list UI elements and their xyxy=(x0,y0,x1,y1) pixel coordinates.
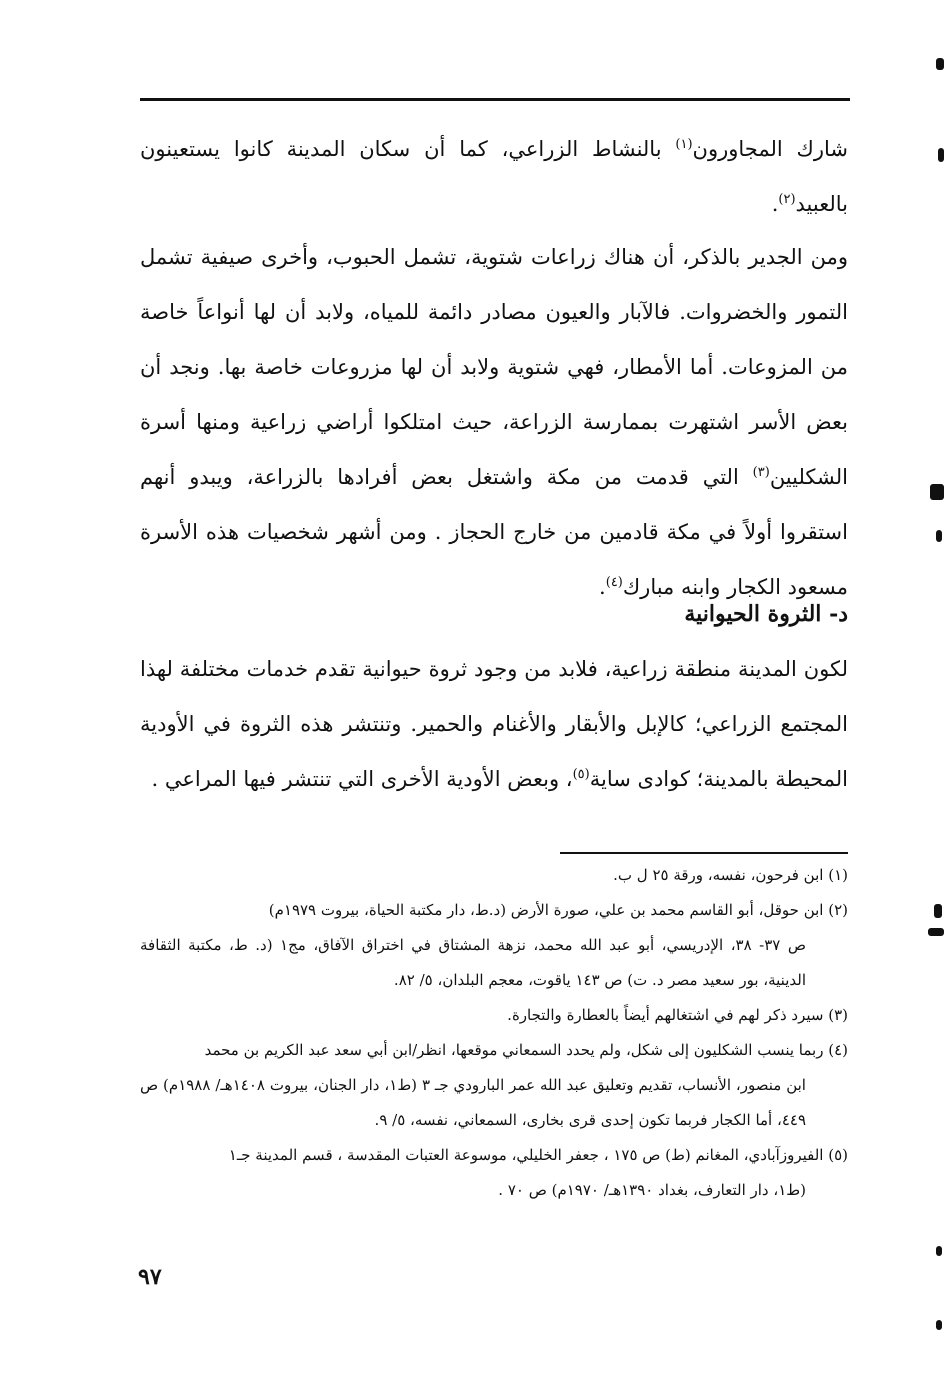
footnote-ref-5: (٥) xyxy=(572,767,590,782)
scan-mark xyxy=(928,928,944,936)
scan-mark xyxy=(930,484,944,500)
paragraph-text: التي قدمت من مكة واشتغل بعض أفرادها بالزراعة، ويبدو أنهم استقروا أولاً في مكة قادمين من خارج الحجاز . ومن أشهر شخصيات هذه الأسرة مسعود الكجار وابنه مبارك xyxy=(140,465,848,599)
footnote-3: (٣) سيرد ذكر لهم في اشتغالهم أيضاً بالعطارة والتجارة. xyxy=(507,1006,848,1024)
footnote-2-continued: ص ٣٧- ٣٨، الإدريسي، أبو عبد الله محمد، نزهة المشتاق في اختراق الآفاق، مج١ (د. ط، مكتبة الثقافة الدينية، بور سعيد مصر د. ت) ص ١٤٣ ياقوت، معجم البلدان، ٥/ ٨٢. xyxy=(140,936,807,989)
paragraph-shared-farming xyxy=(140,122,848,232)
scan-mark xyxy=(936,58,944,70)
page-number: ٩٧ xyxy=(138,1264,162,1290)
footnote-5: (٥) الفيروزآبادي، المغانم (ط) ص ١٧٥ ، جعفر الخليلي، موسوعة العتبات المقدسة ، قسم المدينة جـ١ xyxy=(228,1146,848,1164)
scan-mark xyxy=(938,148,944,162)
scan-mark xyxy=(936,1320,942,1330)
footnote-5-continued: (ط١، دار التعارف، بغداد ١٣٩٠هـ/ ١٩٧٠م) ص ٧٠ . xyxy=(498,1181,806,1199)
footnote-ref-3: (٣) xyxy=(752,465,770,480)
paragraph-text: بالنشاط الزراعي، كما أن سكان المدينة كانوا يستعينون بالعبيد xyxy=(140,137,848,216)
paragraph-text: شارك المجاورون xyxy=(692,137,848,161)
footnote-1: (١) ابن فرحون، نفسه، ورقة ٢٥ ل ب. xyxy=(613,866,848,884)
paragraph-crops xyxy=(140,230,848,615)
paragraph-text: . xyxy=(599,575,606,599)
header-rule xyxy=(140,98,850,101)
paragraph-text: لكون المدينة منطقة زراعية، فلابد من وجود ثروة حيوانية تقدم خدمات مختلفة لهذا المجتمع الزراعي؛ كالإبل والأبقار والأغنام والحمير. وتنتشر هذه الثروة في الأودية المحيطة بالمدينة؛ كوادى ساية xyxy=(140,657,848,791)
footnotes xyxy=(140,858,848,1208)
paragraph-text: ، وبعض الأودية الأخرى التي تنتشر فيها المراعي . xyxy=(151,767,573,791)
scan-mark xyxy=(934,904,942,918)
footnote-ref-1: (١) xyxy=(675,137,693,152)
paragraph-livestock xyxy=(140,642,848,807)
footnote-ref-4: (٤) xyxy=(605,575,623,590)
footnote-2: (٢) ابن حوقل، أبو القاسم محمد بن علي، صورة الأرض (د.ط، دار مكتبة الحياة، بيروت ١٩٧٩م) xyxy=(268,901,848,919)
section-heading: د- الثروة الحيوانية xyxy=(684,601,848,627)
scan-mark xyxy=(936,530,942,542)
footnote-4-continued: ابن منصور، الأنساب، تقديم وتعليق عبد الله عمر البارودي جـ ٣ (ط١، دار الجنان، بيروت ١٤٠٨هـ/ ١٩٨٨م) ص ٤٤٩، أما الكجار فربما تكون إحدى قرى بخارى، السمعاني، نفسه، ٥/ ٩. xyxy=(140,1076,806,1129)
footnote-rule xyxy=(560,852,848,854)
paragraph-text: . xyxy=(771,192,779,216)
paragraph-text: ومن الجدير بالذكر، أن هناك زراعات شتوية، تشمل الحبوب، وأخرى صيفية تشمل التمور والخضروات. فالآبار والعيون مصادر دائمة للمياه، ولابد أن لها أنواعاً خاصة من المزوعات. أما الأمطار، فهي شتوية ولابد أن لها مزروعات خاصة بها. ونجد أن بعض الأسر اشتهرت بممارسة الزراعة، حيث امتلكوا أراضي زراعية ومنها أسرة الشكليين xyxy=(140,245,848,489)
footnote-ref-2: (٢) xyxy=(778,192,796,207)
scan-mark xyxy=(936,1246,942,1256)
footnote-4: (٤) ربما ينسب الشكليون إلى شكل، ولم يحدد السمعاني موقعها، انظر/ابن أبي سعد عبد الكريم بن محمد xyxy=(204,1041,848,1059)
